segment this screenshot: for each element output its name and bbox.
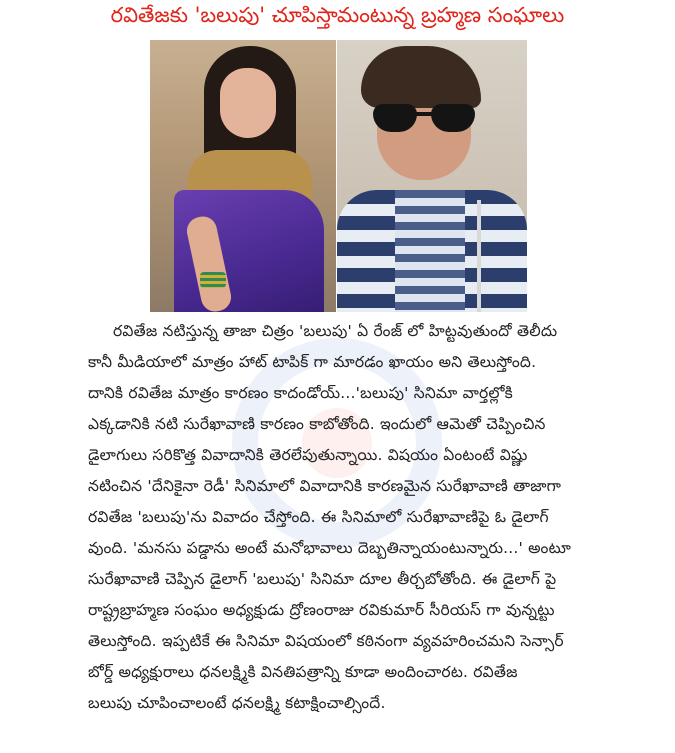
article-line: కానీ మీడియాలో మాత్రం హాట్ టాపిక్ గా మారడం ఖాయం అని తెలుస్తోంది. — [88, 353, 537, 371]
photo-strip — [0, 40, 675, 312]
article-body — [88, 316, 675, 719]
article-line: రాష్ట్రబ్రాహ్మణ సంఘం అధ్యక్షుడు ద్రోణంరాజు రవికుమార్ సీరియస్ గా వున్నట్టు — [88, 601, 555, 619]
hair-shape — [361, 46, 481, 108]
article-line: బలుపు చూపించాలంటే ధనలక్ష్మి కటాక్షించాల్సిందే. — [88, 694, 386, 712]
article-line: ఎక్కడానికి నటి సురేఖావాణి కారణం కాబోతోంది. ఇందులో ఆమెతో చెప్పించిన — [88, 415, 546, 433]
article-line: బోర్డ్ అధ్యక్షురాలు ధనలక్ష్మికి వినతిపత్రాన్ని కూడా అందించారట. రవితేజ — [88, 663, 518, 681]
face-shape — [220, 68, 276, 138]
article-line: డైలాగులు సరికొత్త వివాదానికి తెరలేపుతున్నాయి. విషయం ఏంటంటే విష్ణు — [88, 446, 528, 464]
zipper-shape — [477, 200, 481, 312]
article-line: నటించిన 'దేనికైనా రెడీ' సినిమాలో వివాదానికి కారణమైన సురేఖావాణి తాజాగా — [88, 477, 562, 495]
tshirt-shape — [395, 190, 465, 312]
bangles-shape — [200, 272, 226, 288]
article-headline: రవితేజకు 'బలుపు' చూపిస్తామంటున్న బ్రహ్మణ సంఘాలు — [110, 3, 565, 27]
actor-photo — [337, 40, 527, 312]
article-line: తెలుస్తోంది. ఇప్పటికే ఈ సినిమా విషయంలో కఠినంగా వ్యవహరించమని సెన్సార్ — [88, 632, 564, 650]
right-lens — [431, 104, 475, 132]
left-lens — [373, 104, 417, 132]
article-line: రవితేజ నటిస్తున్న తాజా చిత్రం 'బలుపు' ఏ రేంజ్ లో హిట్టవుతుందో తెలీదు — [113, 322, 558, 340]
actress-photo — [150, 40, 336, 312]
article-line: దానికి రవితేజ మాత్రం కారణం కాదండోయ్...'బలుపు' సినిమా వార్తల్లోకి — [88, 384, 513, 402]
article-line: సురేఖావాణి చెప్పిన డైలాగ్ 'బలుపు' సినిమా దూల తీర్చబోతోంది. ఈ డైలాగ్ పై — [88, 570, 557, 588]
article-line: రవితేజ 'బలుపు'ను వివాదం చేస్తోంది. ఈ సినిమాలో సురేఖావాణిపై ఓ డైలాగ్ — [88, 508, 549, 526]
sunglasses-shape — [373, 104, 477, 134]
article-line: వుంది. 'మనసు పడ్డాను అంటే మనోభావాలు దెబ్బతిన్నాయంటున్నారు...' అంటూ — [88, 539, 572, 557]
